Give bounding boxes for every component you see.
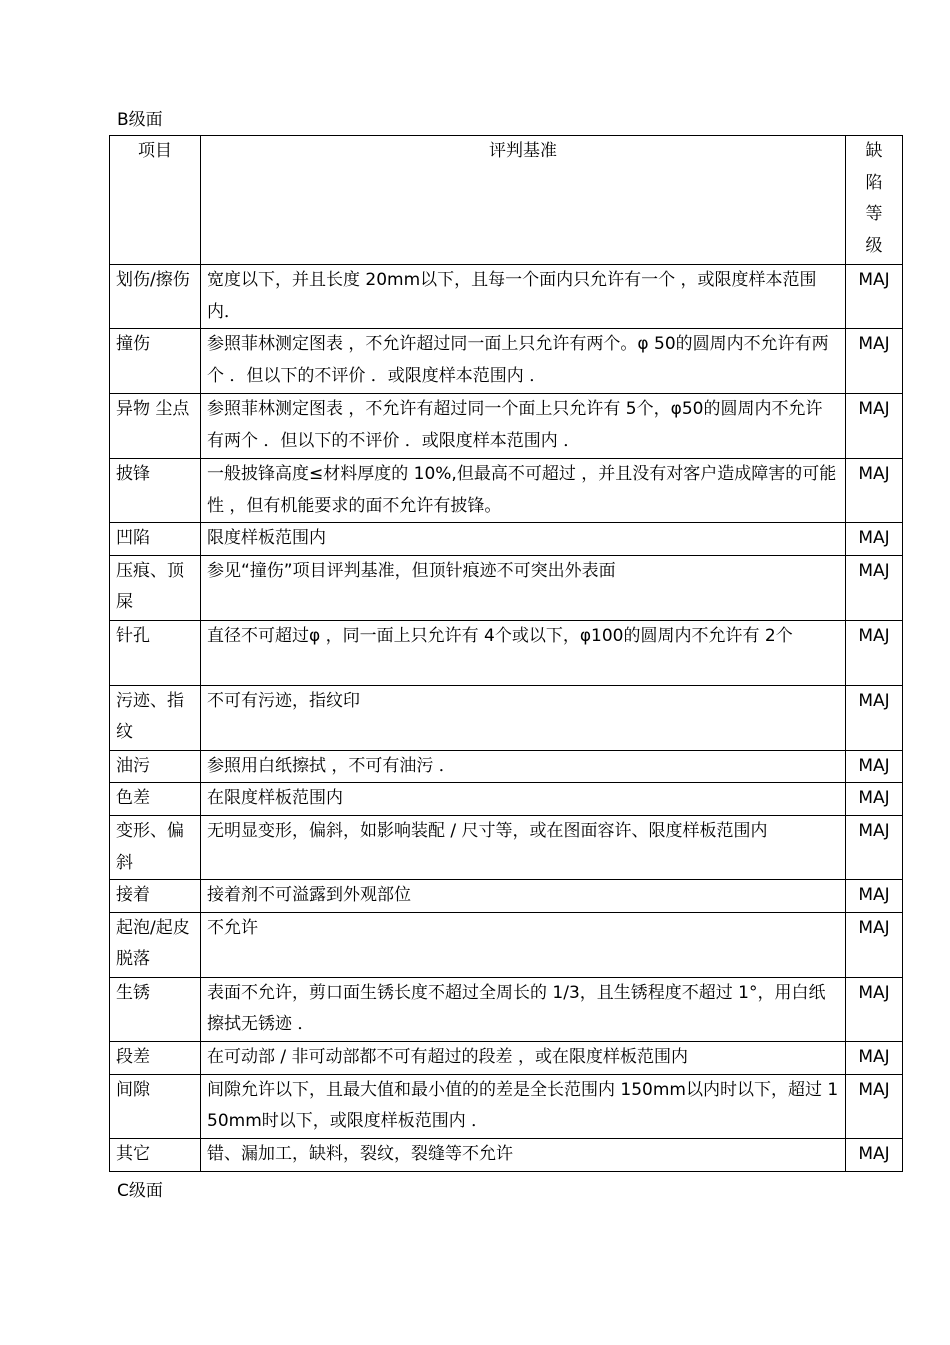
row-criteria: 限度样板范围内 xyxy=(201,523,846,556)
row-criteria: 参见“撞伤”项目评判基准，但顶针痕迹不可突出外表面 xyxy=(201,555,846,620)
table-row xyxy=(110,912,903,977)
header-criteria: 评判基准 xyxy=(201,136,846,265)
row-criteria: 不可有污迹，指纹印 xyxy=(201,685,846,750)
row-criteria: 参照菲林测定图表 ，不允许有超过同一个面上只允许有 5个，φ50的圆周内不允许有两个 ．但以下的不评价 ．或限度样本范围内 ． xyxy=(201,394,846,459)
row-grade: MAJ xyxy=(846,329,903,394)
table-row xyxy=(110,816,903,880)
table-row xyxy=(110,1138,903,1171)
row-grade: MAJ xyxy=(846,1074,903,1138)
row-item: 披锋 xyxy=(110,459,201,523)
inspection-criteria-table xyxy=(109,135,903,1172)
table-row xyxy=(110,394,903,459)
row-grade: MAJ xyxy=(846,912,903,977)
row-criteria: 无明显变形，偏斜，如影响装配 / 尺寸等，或在图面容许、限度样板范围内 xyxy=(201,816,846,880)
row-grade: MAJ xyxy=(846,555,903,620)
row-item: 污迹、指纹 xyxy=(110,685,201,750)
table-row xyxy=(110,459,903,523)
row-criteria: 错、漏加工，缺料，裂纹，裂缝等不允许 xyxy=(201,1138,846,1171)
table-row xyxy=(110,329,903,394)
header-grade: 缺陷等级 xyxy=(846,136,903,265)
table-row xyxy=(110,783,903,816)
row-grade: MAJ xyxy=(846,265,903,329)
row-criteria: 在可动部 / 非可动部都不可有超过的段差 ，或在限度样板范围内 xyxy=(201,1041,846,1074)
header-item: 项目 xyxy=(110,136,201,265)
row-grade: MAJ xyxy=(846,1041,903,1074)
table-row xyxy=(110,977,903,1041)
table-row xyxy=(110,1074,903,1138)
row-criteria: 在限度样板范围内 xyxy=(201,783,846,816)
table-row xyxy=(110,555,903,620)
row-item: 针孔 xyxy=(110,620,201,685)
row-item: 其它 xyxy=(110,1138,201,1171)
row-item: 压痕、顶屎 xyxy=(110,555,201,620)
table-row xyxy=(110,1041,903,1074)
row-item: 油污 xyxy=(110,750,201,783)
row-item: 段差 xyxy=(110,1041,201,1074)
row-item: 变形、偏斜 xyxy=(110,816,201,880)
row-grade: MAJ xyxy=(846,977,903,1041)
row-item: 接着 xyxy=(110,880,201,913)
row-item: 划伤/擦伤 xyxy=(110,265,201,329)
table-row xyxy=(110,620,903,685)
row-item: 起泡/起皮脱落 xyxy=(110,912,201,977)
table-row xyxy=(110,685,903,750)
row-grade: MAJ xyxy=(846,620,903,685)
table-row xyxy=(110,750,903,783)
row-criteria: 不允许 xyxy=(201,912,846,977)
row-grade: MAJ xyxy=(846,685,903,750)
row-criteria: 直径不可超过φ ，同一面上只允许有 4个或以下，φ100的圆周内不允许有 2个 xyxy=(201,620,846,685)
row-grade: MAJ xyxy=(846,394,903,459)
section-b-title: B级面 xyxy=(117,110,163,130)
row-criteria: 一般披锋高度≤材料厚度的 10%,但最高不可超过 ，并且没有对客户造成障害的可能性 ，但有机能要求的面不允许有披锋。 xyxy=(201,459,846,523)
table-row xyxy=(110,523,903,556)
section-c-title: C级面 xyxy=(117,1181,163,1201)
table-header-row xyxy=(110,136,903,265)
table-row xyxy=(110,265,903,329)
row-grade: MAJ xyxy=(846,880,903,913)
row-criteria: 接着剂不可溢露到外观部位 xyxy=(201,880,846,913)
row-grade: MAJ xyxy=(846,459,903,523)
row-criteria: 宽度以下，并且长度 20mm以下，且每一个面内只允许有一个 ，或限度样本范围内． xyxy=(201,265,846,329)
row-criteria: 参照菲林测定图表 ，不允许超过同一面上只允许有两个。φ 50的圆周内不允许有两个 ．但以下的不评价 ．或限度样本范围内 ． xyxy=(201,329,846,394)
row-item: 生锈 xyxy=(110,977,201,1041)
row-criteria: 间隙允许以下，且最大值和最小值的的差是全长范围内 150mm以内时以下，超过 150mm时以下，或限度样板范围内 ． xyxy=(201,1074,846,1138)
row-grade: MAJ xyxy=(846,783,903,816)
row-grade: MAJ xyxy=(846,523,903,556)
table-row xyxy=(110,880,903,913)
row-grade: MAJ xyxy=(846,816,903,880)
row-item: 撞伤 xyxy=(110,329,201,394)
row-grade: MAJ xyxy=(846,750,903,783)
row-item: 色差 xyxy=(110,783,201,816)
row-grade: MAJ xyxy=(846,1138,903,1171)
row-criteria: 表面不允许，剪口面生锈长度不超过全周长的 1/3，且生锈程度不超过 1°，用白纸擦拭无锈迹 ． xyxy=(201,977,846,1041)
row-criteria: 参照用白纸擦拭 ，不可有油污 ． xyxy=(201,750,846,783)
row-item: 凹陷 xyxy=(110,523,201,556)
row-item: 异物 尘点 xyxy=(110,394,201,459)
row-item: 间隙 xyxy=(110,1074,201,1138)
